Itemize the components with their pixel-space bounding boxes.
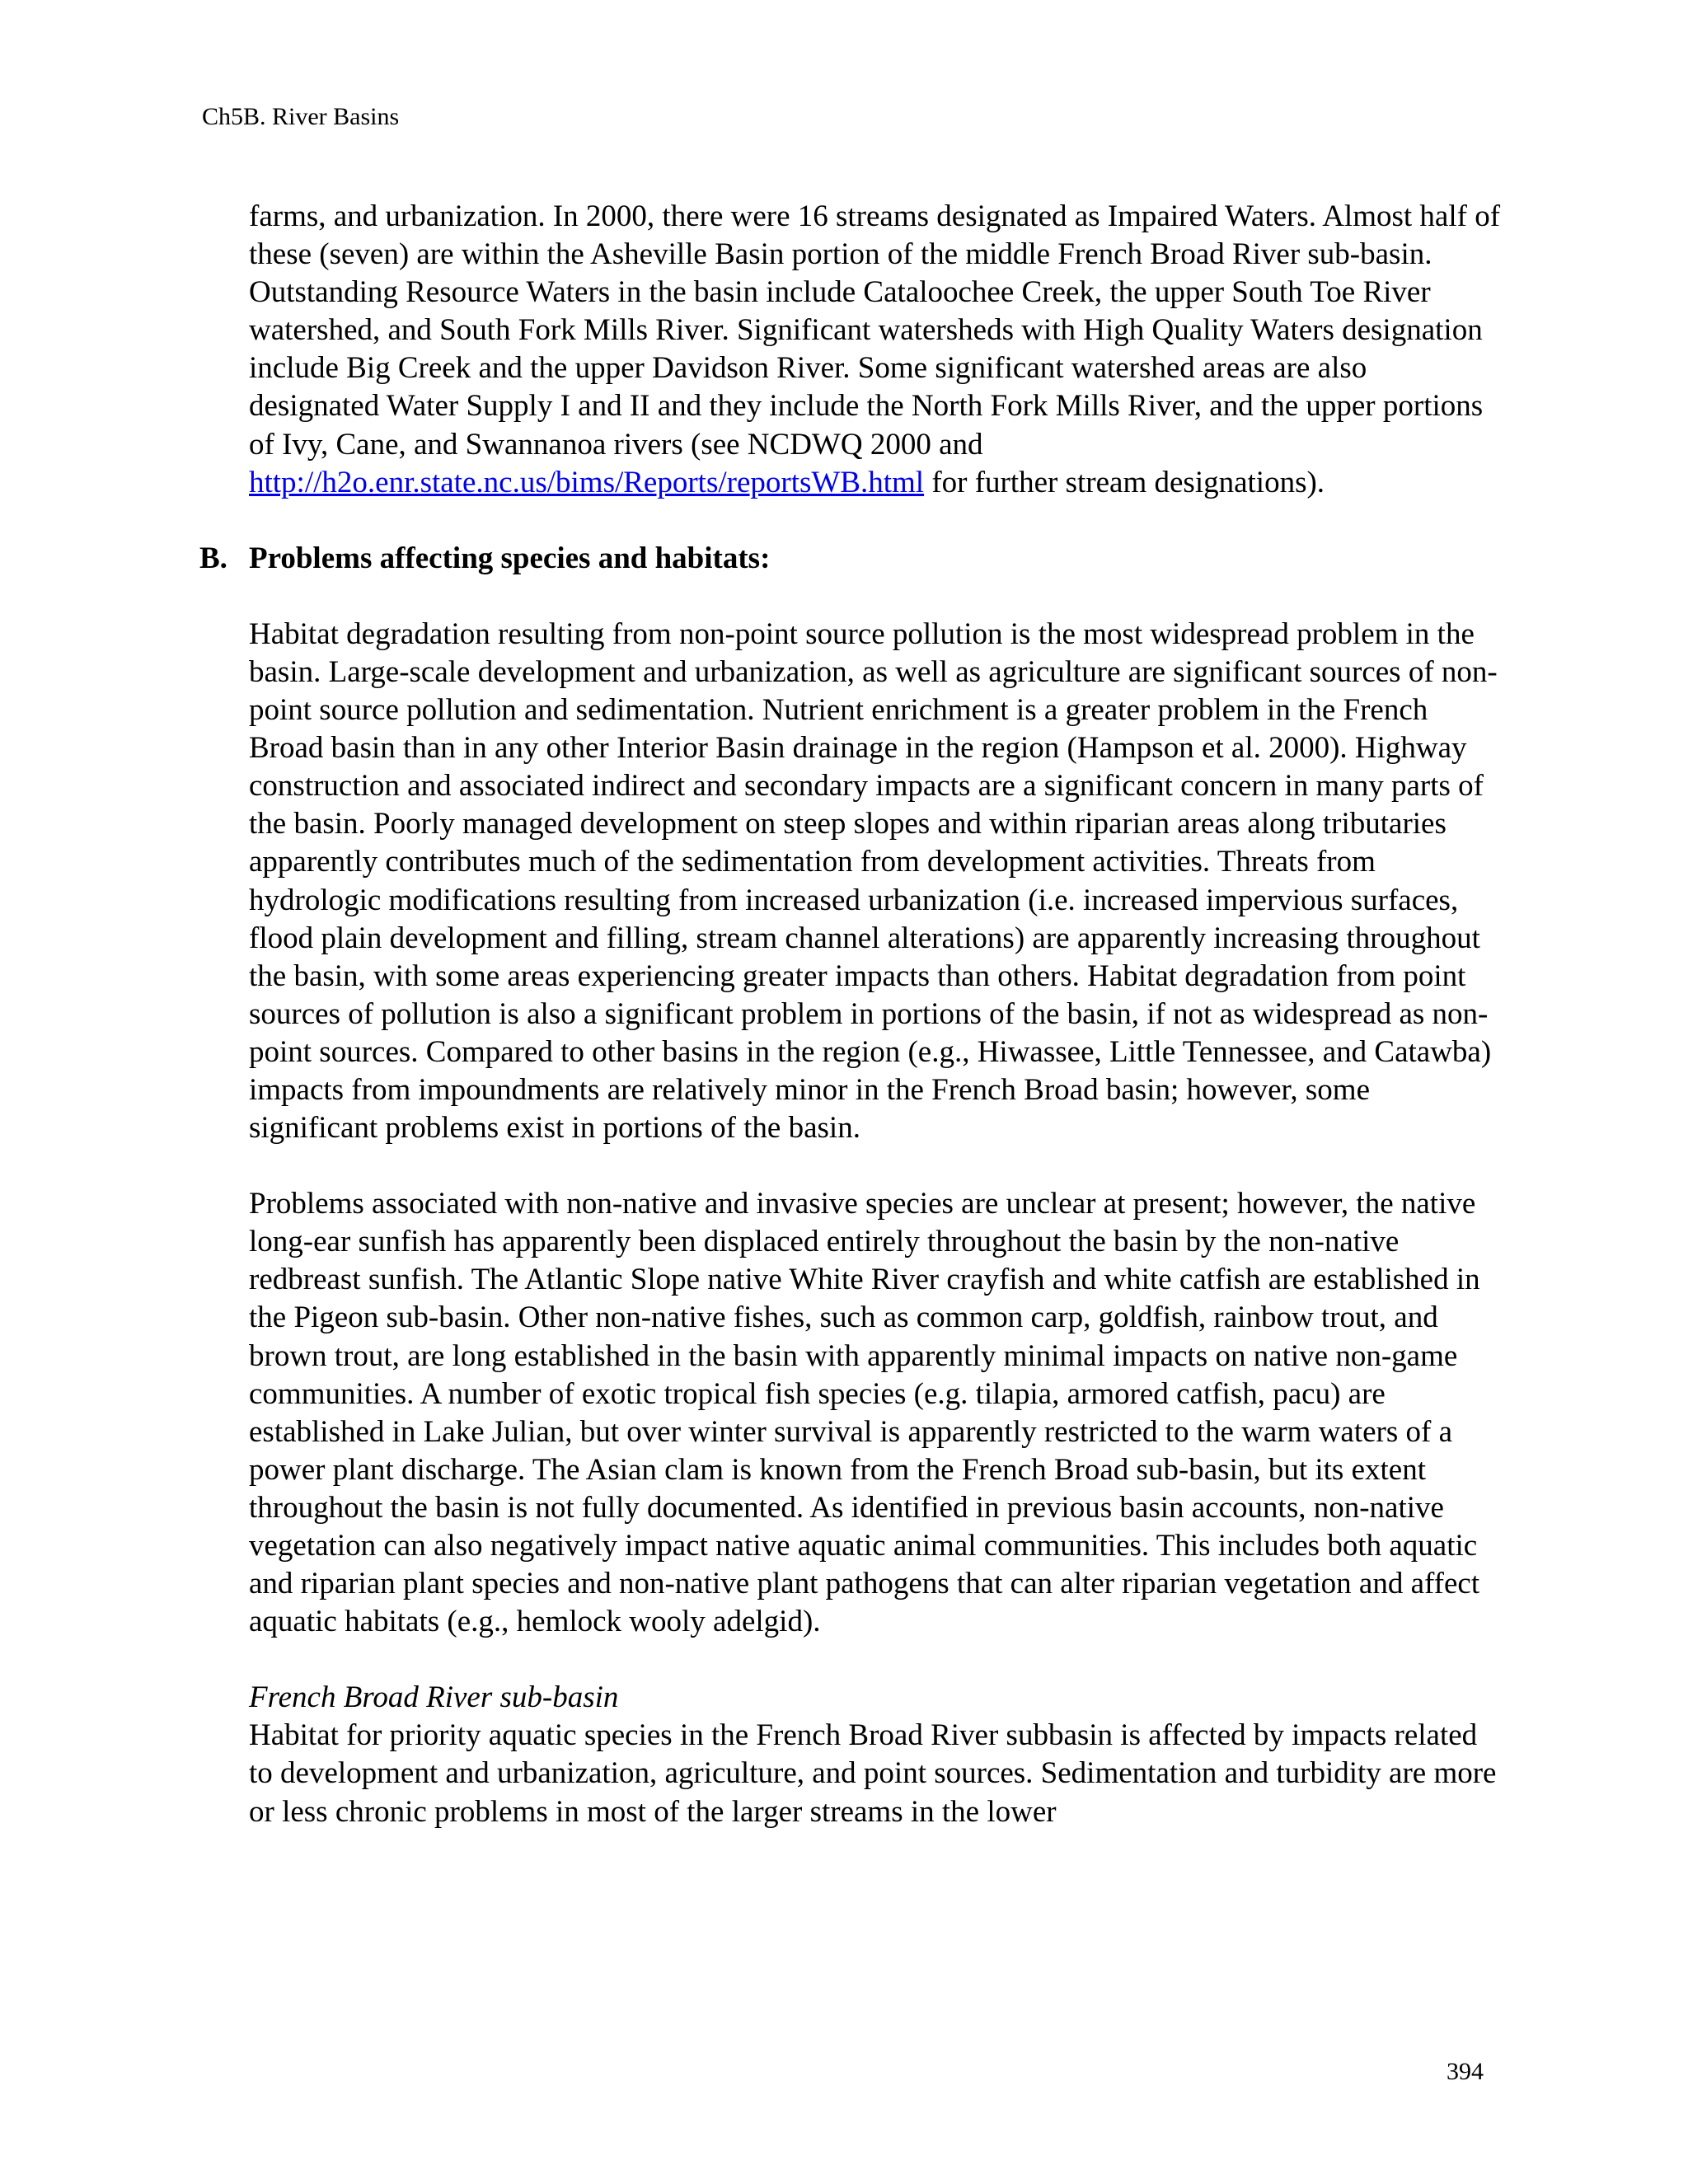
habitat-degradation-paragraph: Habitat degradation resulting from non-point source pollution is the most widespread problem in the basin. Large-scale development and urbanization, as well as agriculture are significant sources of non-point source pollution and sedimentation. Nutrient enrichment is a greater problem in the French Broad basin than in any other Interior Basin drainage in the region (Hampson et al. 2000). Highway construction and associated indirect and secondary impacts are a significant concern in many parts of the basin. Poorly managed development on steep slopes and within riparian areas along tributaries apparently contributes much of the sedimentation from development activities. Threats from hydrologic modifications resulting from increased urbanization (i.e. increased impervious surfaces, flood plain development and filling, stream channel alterations) are apparently increasing throughout the basin, with some areas experiencing greater impacts than others. Habitat degradation from point sources of pollution is also a significant problem in portions of the basin, if not as widespread as non-point sources. Compared to other basins in the region (e.g., Hiwassee, Little Tennessee, and Catawba) impacts from impoundments are relatively minor in the French Broad basin; however, some significant problems exist in portions of the basin. bbox=[249, 616, 1498, 1146]
page-body bbox=[199, 198, 1502, 1831]
spacer bbox=[249, 502, 1502, 540]
intro-paragraph bbox=[249, 198, 1502, 502]
running-header: Ch5B. River Basins bbox=[202, 103, 400, 130]
spacer bbox=[249, 1641, 1502, 1679]
section-heading bbox=[199, 540, 1502, 578]
non-native-species-paragraph: Problems associated with non-native and invasive species are unclear at present; however, the native long-ear sunfish has apparently been displaced entirely throughout the basin by the non-native redbreast sunfish. The Atlantic Slope native White River crayfish and white catfish are established in the Pigeon sub-basin. Other non-native fishes, such as common carp, goldfish, rainbow trout, and brown trout, are long established in the basin with apparently minimal impacts on native non-game communities. A number of exotic tropical fish species (e.g. tilapia, armored catfish, pacu) are established in Lake Julian, but over winter survival is apparently restricted to the warm waters of a power plant discharge. The Asian clam is known from the French Broad sub-basin, but its extent throughout the basin is not fully documented. As identified in previous basin accounts, non-native vegetation can also negatively impact native aquatic animal communities. This includes both aquatic and riparian plant species and non-native plant pathogens that can alter riparian vegetation and affect aquatic habitats (e.g., hemlock wooly adelgid). bbox=[249, 1187, 1480, 1639]
intro-text: farms, and urbanization. In 2000, there were 16 streams designated as Impaired Waters. Almost half of these (seven) are within the Asheville Basin portion of the middle French Broad River sub-basin. Outstanding Resource Waters in the basin include Cataloochee Creek, the upper South Toe River watershed, and South Fork Mills River. Significant watersheds with High Quality Waters designation include Big Creek and the upper Davidson River. Some significant watershed areas are also designated Water Supply I and II and they include the North Fork Mills River, and the upper portions of Ivy, Cane, and Swannanoa rivers (see NCDWQ 2000 and bbox=[249, 199, 1501, 462]
section-title: Problems affecting species and habitats: bbox=[249, 541, 771, 575]
subbasin-heading: French Broad River sub-basin bbox=[249, 1680, 619, 1715]
spacer bbox=[249, 1147, 1502, 1185]
reports-link[interactable]: http://h2o.enr.state.nc.us/bims/Reports/reportsWB.html bbox=[249, 465, 925, 499]
section-letter: B. bbox=[199, 541, 227, 575]
spacer bbox=[249, 578, 1502, 616]
intro-text-end: for further stream designations). bbox=[924, 465, 1325, 499]
subbasin-paragraph: Habitat for priority aquatic species in the French Broad River subbasin is affected by impacts related to development and urbanization, agriculture, and point sources. Sedimentation and turbidity are more or less chronic problems in most of the larger streams in the lower bbox=[249, 1718, 1497, 1829]
page-number: 394 bbox=[1447, 2058, 1484, 2085]
